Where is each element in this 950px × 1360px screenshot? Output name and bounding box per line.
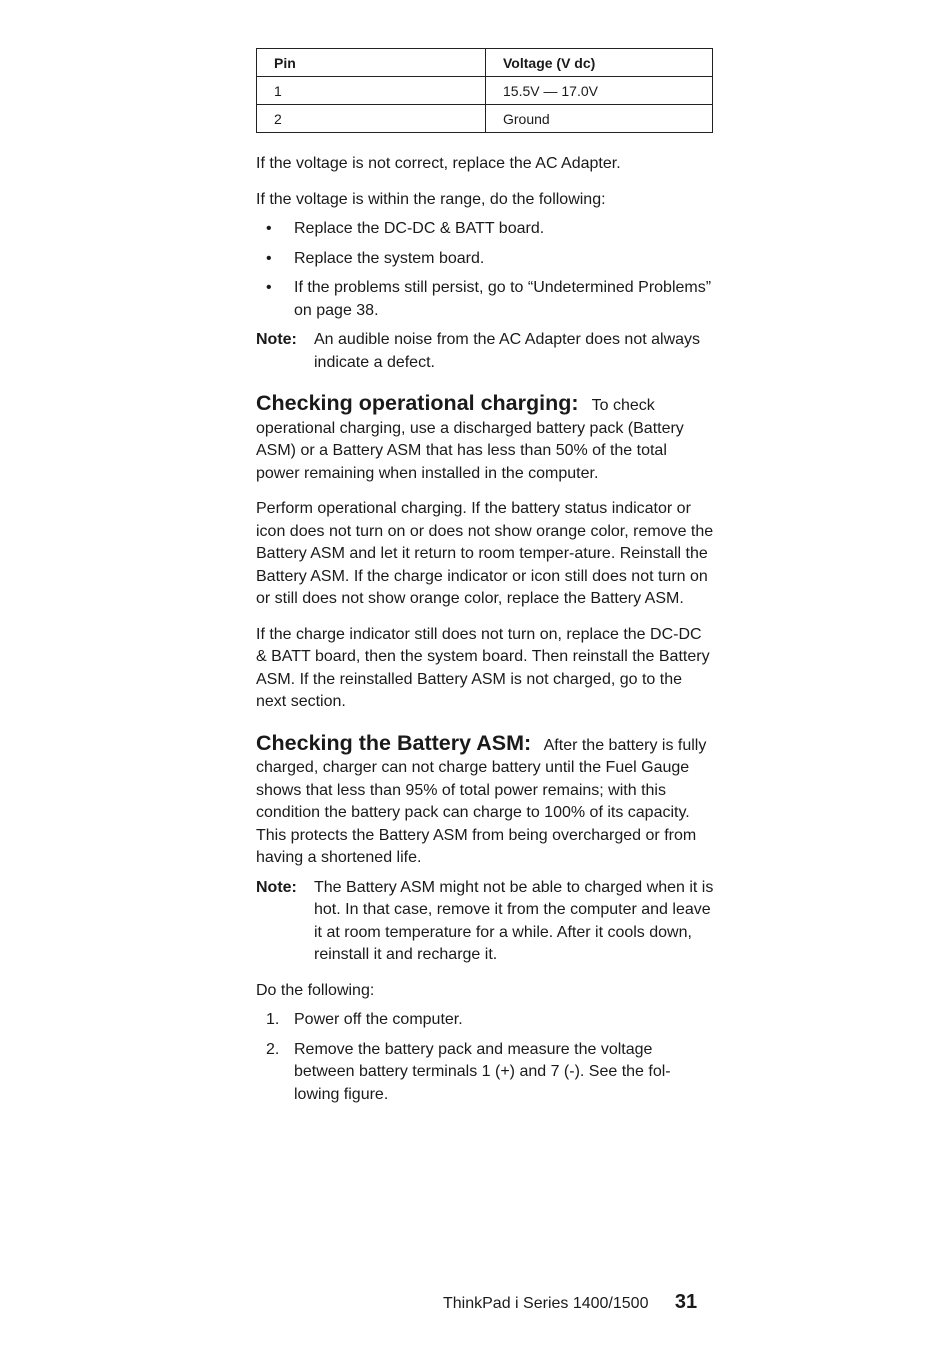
- step-text: Power off the computer.: [294, 1011, 463, 1028]
- step-text: Remove the battery pack and measure the voltage between battery terminals 1 (+) and 7 (-). See the fol-lowing figure.: [294, 1040, 671, 1103]
- bullet-list: [256, 218, 714, 322]
- paragraph-perform-charging: Perform operational charging. If the battery status indicator or icon does not turn on or does not show orange color, remove the Battery ASM and let it return to room temper-ature. Reinstall the Battery ASM. If the charge indicator or icon still does not turn on or still does not show orange color, replace the Battery ASM.: [256, 500, 714, 607]
- table-row: [257, 77, 713, 105]
- section-lead-text: After the battery is fully charged, charger can not charge battery until the Fuel Gauge shows that less than 95% of total power remains; with this condition the battery pack can charge to 100% of its capacity. This protects the Battery ASM from being overcharged or from having a shortened life.: [256, 736, 707, 866]
- note-label: Note:: [256, 878, 297, 896]
- list-item-text: Replace the DC-DC & BATT board.: [294, 220, 545, 237]
- pin-voltage-table: [256, 48, 713, 133]
- list-item-text: Replace the system board.: [294, 249, 485, 267]
- section-operational-charging: [256, 392, 714, 485]
- step-number: 2.: [266, 1040, 280, 1058]
- section-lead-text: To check operational charging, use a discharged battery pack (Battery ASM) or a Battery ASM that has less than 50% of the total power remaining when installed in the computer.: [256, 397, 684, 482]
- bullet-mark: •: [266, 279, 272, 296]
- list-item: [256, 218, 714, 241]
- note-battery-hot: [256, 877, 714, 967]
- section-heading: Checking operational charging:: [256, 391, 579, 415]
- bullet-mark: •: [266, 249, 272, 267]
- section-battery-asm: [256, 732, 714, 870]
- note-label: Note:: [256, 331, 297, 348]
- table-cell: 2: [257, 105, 486, 133]
- footer-title: ThinkPad i Series 1400/1500: [443, 1295, 649, 1312]
- list-item: [256, 277, 714, 322]
- note-text: The Battery ASM might not be able to charged when it is hot. In that case, remove it from the computer and leave it at room temperature for a while. After it cools down, reinstall it and recharge it.: [314, 878, 714, 963]
- section-heading: Checking the Battery ASM:: [256, 730, 532, 755]
- table-cell: 1: [257, 77, 486, 105]
- list-item: [256, 248, 714, 271]
- page-number: 31: [674, 1291, 698, 1313]
- paragraph-do-following: Do the following:: [256, 981, 375, 999]
- step-number: 1.: [266, 1011, 280, 1028]
- list-item-text: If the problems still persist, go to “Undetermined Problems” on page 38.: [294, 279, 712, 319]
- table-cell: 15.5V — 17.0V: [486, 77, 713, 105]
- page-footer: [443, 1290, 697, 1316]
- list-item: [256, 1009, 714, 1032]
- table-header-voltage: Voltage (V dc): [486, 49, 713, 77]
- bullet-mark: •: [266, 220, 272, 237]
- paragraph-charge-indicator: If the charge indicator still does not turn on, replace the DC-DC & BATT board, then the system board. Then reinstall the Battery ASM. If the reinstalled Battery ASM is not charged, go to the next section.: [256, 625, 710, 710]
- note-text: An audible noise from the AC Adapter does not always indicate a defect.: [314, 331, 701, 371]
- list-item: [256, 1039, 714, 1107]
- note-adapter-noise: [256, 329, 714, 374]
- document-page: [256, 48, 714, 1106]
- table-header-row: [257, 49, 713, 77]
- paragraph-voltage-incorrect: If the voltage is not correct, replace the AC Adapter.: [256, 155, 621, 172]
- table-cell: Ground: [486, 105, 713, 133]
- numbered-steps: [256, 1009, 714, 1106]
- paragraph-voltage-in-range: If the voltage is within the range, do the following:: [256, 190, 606, 208]
- table-row: [257, 105, 713, 133]
- table-header-pin: Pin: [257, 49, 486, 77]
